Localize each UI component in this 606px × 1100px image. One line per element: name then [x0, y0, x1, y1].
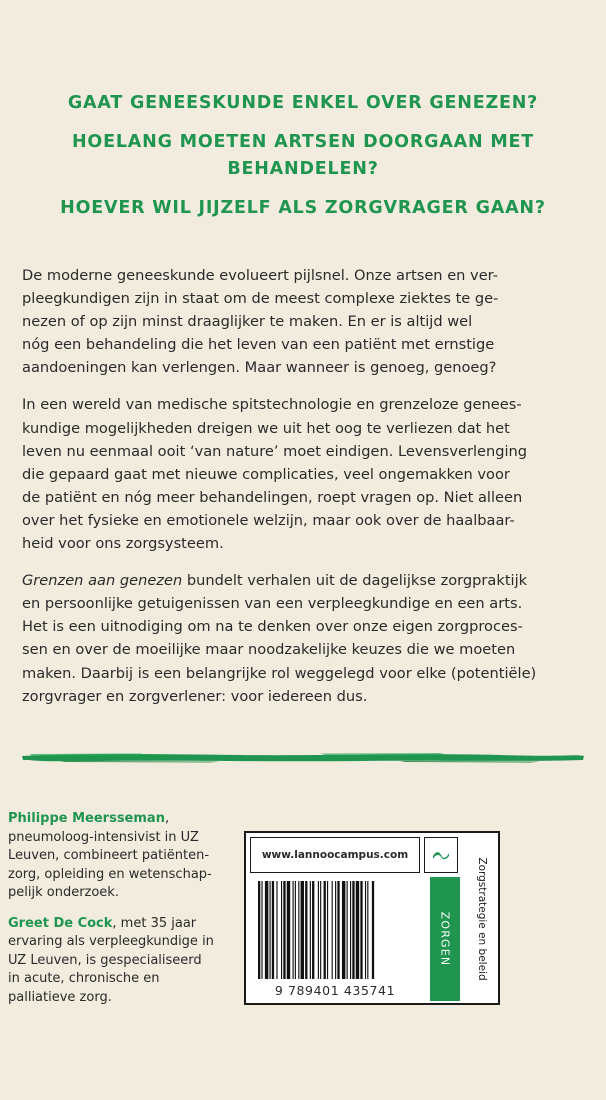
category-band: [430, 877, 460, 1001]
question-2: HOELANG MOETEN ARTSEN DOORGAAN MET BEHANDELEN?: [71, 132, 535, 179]
blurb-text: [22, 264, 586, 722]
paragraph-1: De moderne geneeskunde evolueert pijlsnel. Onze artsen en ver- pleegkundigen zijn in staat om de meest complexe ziektes te ge- nezen of op zijn minst draaglijker te maken. En er is altijd wel nóg een behandeling die het leven van een patiënt met ernstige aandoeningen kan verlengen. Maar wanneer is genoeg, genoeg?: [22, 267, 499, 377]
barcode-panel: [244, 831, 500, 1005]
barcode: [250, 877, 420, 985]
questions-block: [0, 90, 606, 234]
author-name-1: Philippe Meersseman: [8, 811, 165, 826]
brush-stroke-divider: [20, 750, 586, 764]
paragraph-3: Grenzen aan genezen bundelt verhalen uit de dagelijkse zorgpraktijk en persoonlijke getuigenissen van een verpleegkundige en een arts. Het is een uitnodiging om na te denken over onze eigen zorgproces- sen en over de moeilijke maar noodzakelijke keuzes die we moeten maken. Daarbij is een belangrijke rol weggelegd voor elke (potentiële) zorgvrager en zorgverlener: voor iedereen dus.: [22, 572, 537, 705]
question-1: GAAT GENEESKUNDE ENKEL OVER GENEZEN?: [67, 93, 539, 113]
isbn-number: 9 789401 435741: [274, 983, 396, 998]
author-bios: [8, 810, 228, 1019]
author-bio-1: Philippe Meersseman, pneumoloog-intensivist in UZ Leuven, combineert patiënten- zorg, opleiding en wetenschap- pelijk onderzoek.: [8, 811, 212, 900]
publisher-logo: [424, 837, 458, 873]
author-name-2: Greet De Cock: [8, 915, 113, 931]
series-label-box: [468, 837, 496, 1001]
series-label: Zorgstrategie en beleid: [476, 857, 488, 981]
book-title: Grenzen aan genezen: [22, 572, 183, 590]
paragraph-2: In een wereld van medische spitstechnologie en grenzeloze genees- kundige mogelijkheden dreigen we uit het oog te verliezen dat het leven nu eenmaal ooit ‘van nature’ moet eindigen. Levensverlenging die gepaard gaat met nieuwe complicaties, veel ongemakken voor de patiënt en nóg meer behandelingen, roept vragen op. Niet alleen over het fysieke en emotionele welzijn, maar ook over de haalbaar- heid voor ons zorgsysteem.: [22, 396, 528, 553]
question-3: HOEVER WIL JIJZELF ALS ZORGVRAGER GAAN?: [60, 198, 546, 218]
wave-logo-icon: [432, 850, 450, 860]
author-bio-2: Greet De Cock, met 35 jaar ervaring als verpleegkundige in UZ Leuven, is gespecialiseerd in acute, chronische en palliatieve zorg.: [8, 915, 214, 1005]
publisher-url: www.lannoocampus.com: [250, 837, 420, 873]
category-label: ZORGEN: [438, 911, 452, 967]
